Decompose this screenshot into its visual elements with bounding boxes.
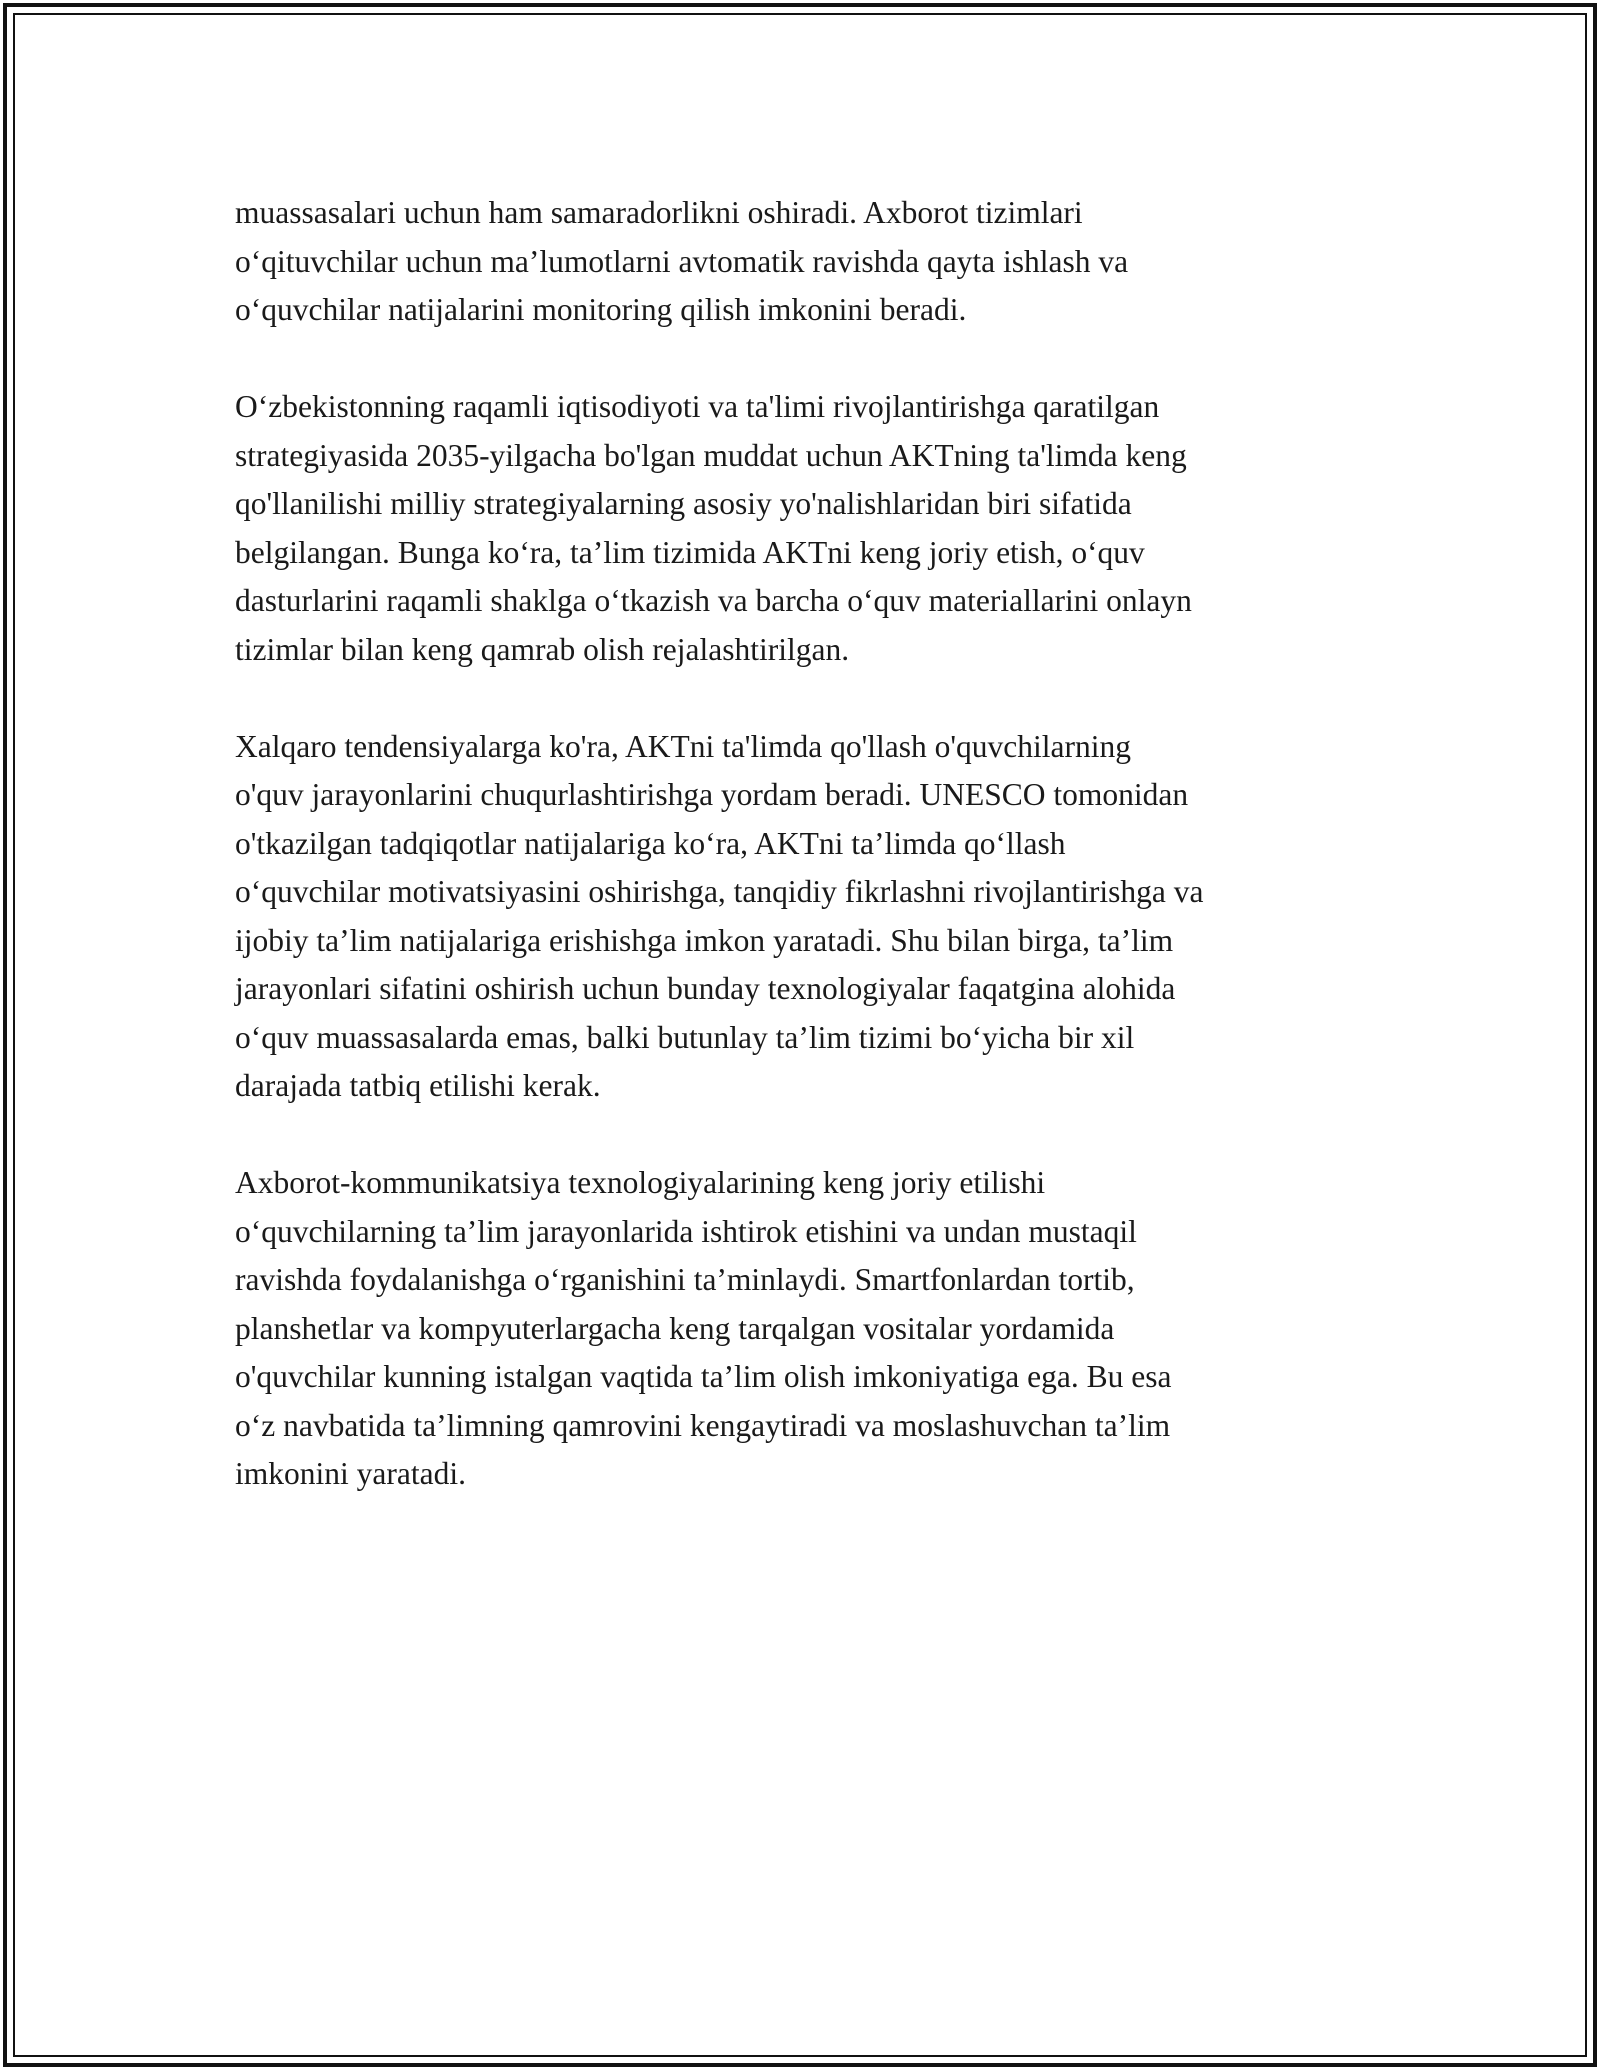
paragraph-3: Xalqaro tendensiyalarga ko'ra, AKTni ta'limda qo'llash o'quvchilarning o'quv jarayonlarini chuqurlashtirishga yordam beradi. UNESCO tomonidan o'tkazilgan tadqiqotlar natijalariga ko‘ra, AKTni ta’limda qo‘llash o‘quvchilar motivatsiyasini oshirishga, tanqidiy fikrlashni rivojlantirishga va ijobiy ta’lim natijalariga erishishga imkon yaratadi. Shu bilan birga, ta’lim jarayonlari sifatini oshirish uchun bunday texnologiyalar faqatgina alohida o‘quv muassasalarda emas, balki butunlay ta’lim tizimi bo‘yicha bir xil darajada tatbiq etilishi kerak.: [235, 728, 1204, 1103]
paragraph-1: muassasalari uchun ham samaradorlikni oshiradi. Axborot tizimlari o‘qituvchilar uchun ma’lumotlarni avtomatik ravishda qayta ishlash va o‘quvchilar natijalarini monitoring qilish imkonini beradi.: [235, 195, 1129, 327]
document-body: [235, 189, 1380, 1547]
paragraph-2: O‘zbekistonning raqamli iqtisodiyoti va ta'limi rivojlantirishga qaratilgan strategiyasida 2035-yilgacha bo'lgan muddat uchun AKTning ta'limda keng qo'llanilishi milliy strategiyalarning asosiy yo'nalishlaridan biri sifatida belgilangan. Bunga ko‘ra, ta’lim tizimida AKTni keng joriy etish, o‘quv dasturlarini raqamli shaklga o‘tkazish va barcha o‘quv materiallarini onlayn tizimlar bilan keng qamrab olish rejalashtirilgan.: [235, 389, 1192, 667]
paragraph-4: Axborot-kommunikatsiya texnologiyalarining keng joriy etilishi o‘quvchilarning ta’lim jarayonlarida ishtirok etishini va undan mustaqil ravishda foydalanishga o‘rganishini ta’minlaydi. Smartfonlardan tortib, planshetlar va kompyuterlargacha keng tarqalgan vositalar yordamida o'quvchilar kunning istalgan vaqtida ta’lim olish imkoniyatiga ega. Bu esa o‘z navbatida ta’limning qamrovini kengaytiradi va moslashuvchan ta’lim imkonini yaratadi.: [235, 1165, 1172, 1491]
